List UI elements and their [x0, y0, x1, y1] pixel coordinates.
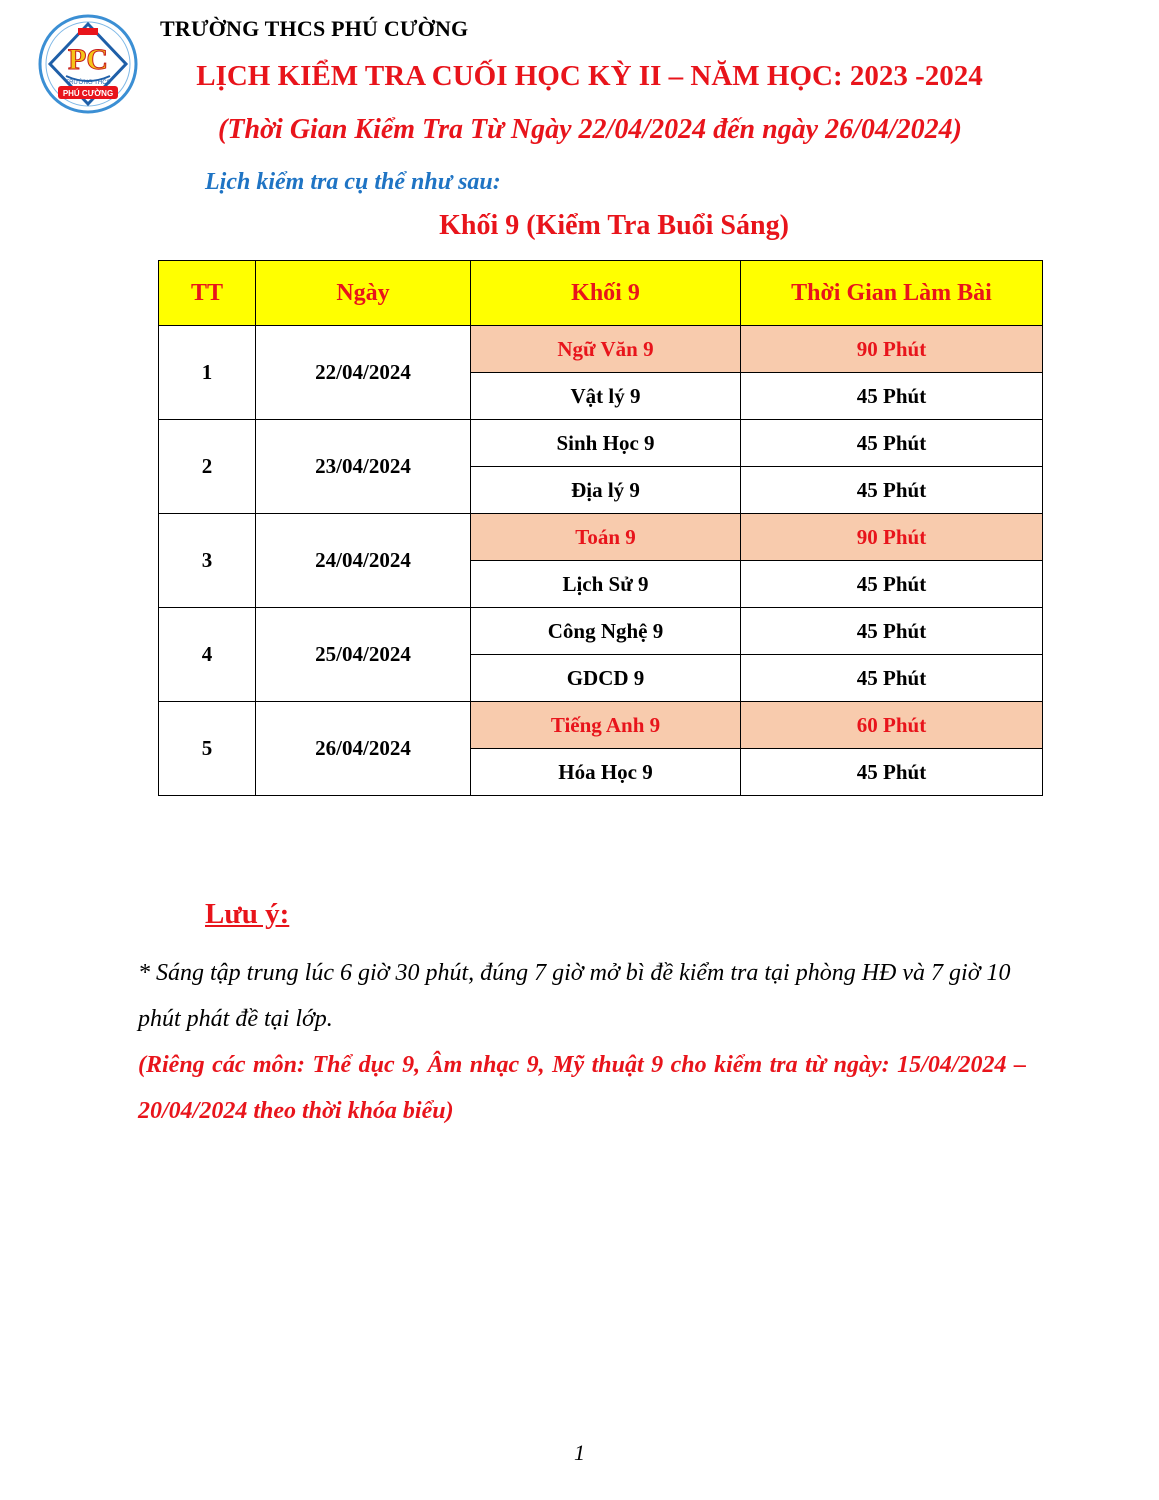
duration-cell: 45 Phút: [741, 655, 1043, 702]
exam-date: 24/04/2024: [256, 514, 471, 608]
subject-cell: Lịch Sử 9: [471, 561, 741, 608]
table-row: [159, 420, 1043, 467]
intro-text: Lịch kiểm tra cụ thể như sau:: [205, 169, 501, 195]
school-name: TRƯỜNG THCS PHÚ CƯỜNG: [160, 16, 469, 41]
duration-cell: 45 Phút: [741, 608, 1043, 655]
row-number: 2: [159, 420, 256, 514]
svg-text:PC: PC: [68, 43, 108, 76]
table-row: [159, 608, 1043, 655]
subject-cell: Toán 9: [471, 514, 741, 561]
row-number: 5: [159, 702, 256, 796]
header-tt: TT: [159, 261, 256, 326]
table-header-row: [159, 261, 1043, 326]
subject-cell: Vật lý 9: [471, 373, 741, 420]
duration-cell: 45 Phút: [741, 467, 1043, 514]
duration-cell: 60 Phút: [741, 702, 1043, 749]
header-date: Ngày: [256, 261, 471, 326]
header-subject: Khối 9: [471, 261, 741, 326]
duration-cell: 45 Phút: [741, 749, 1043, 796]
notes-heading: Lưu ý:: [205, 898, 290, 930]
duration-cell: 90 Phút: [741, 326, 1043, 373]
exam-schedule-table: [158, 260, 1043, 796]
header-duration: Thời Gian Làm Bài: [741, 261, 1043, 326]
svg-text:TRƯỜNG THCS: TRƯỜNG THCS: [65, 80, 111, 86]
row-number: 1: [159, 326, 256, 420]
duration-cell: 90 Phút: [741, 514, 1043, 561]
row-number: 4: [159, 608, 256, 702]
exam-date: 26/04/2024: [256, 702, 471, 796]
table-row: [159, 514, 1043, 561]
exam-date: 22/04/2024: [256, 326, 471, 420]
duration-cell: 45 Phút: [741, 373, 1043, 420]
note-special-subjects: (Riêng các môn: Thể dục 9, Âm nhạc 9, Mỹ thuật 9 cho kiểm tra từ ngày: 15/04/2024 – 20/04/2024 theo thời khóa biểu): [138, 1052, 1026, 1124]
exam-date: 25/04/2024: [256, 608, 471, 702]
subject-cell: Hóa Học 9: [471, 749, 741, 796]
exam-date: 23/04/2024: [256, 420, 471, 514]
subject-cell: Tiếng Anh 9: [471, 702, 741, 749]
grade-heading: Khối 9 (Kiểm Tra Buổi Sáng): [439, 210, 789, 241]
duration-cell: 45 Phút: [741, 561, 1043, 608]
duration-cell: 45 Phút: [741, 420, 1043, 467]
page-subtitle: (Thời Gian Kiểm Tra Từ Ngày 22/04/2024 đến ngày 26/04/2024): [218, 114, 962, 145]
subject-cell: Sinh Học 9: [471, 420, 741, 467]
subject-cell: Địa lý 9: [471, 467, 741, 514]
table-row: [159, 702, 1043, 749]
page-number: 1: [574, 1440, 585, 1465]
subject-cell: GDCD 9: [471, 655, 741, 702]
table-row: [159, 326, 1043, 373]
page-title: LỊCH KIỂM TRA CUỐI HỌC KỲ II – NĂM HỌC: 2023 -2024: [196, 60, 983, 92]
subject-cell: Ngữ Văn 9: [471, 326, 741, 373]
subject-cell: Công Nghệ 9: [471, 608, 741, 655]
note-assembly-time: * Sáng tập trung lúc 6 giờ 30 phút, đúng 7 giờ mở bì đề kiểm tra tại phòng HĐ và 7 giờ 10 phút phát đề tại lớp.: [138, 960, 1011, 1032]
row-number: 3: [159, 514, 256, 608]
svg-text:PHÚ CƯỜNG: PHÚ CƯỜNG: [62, 89, 114, 98]
